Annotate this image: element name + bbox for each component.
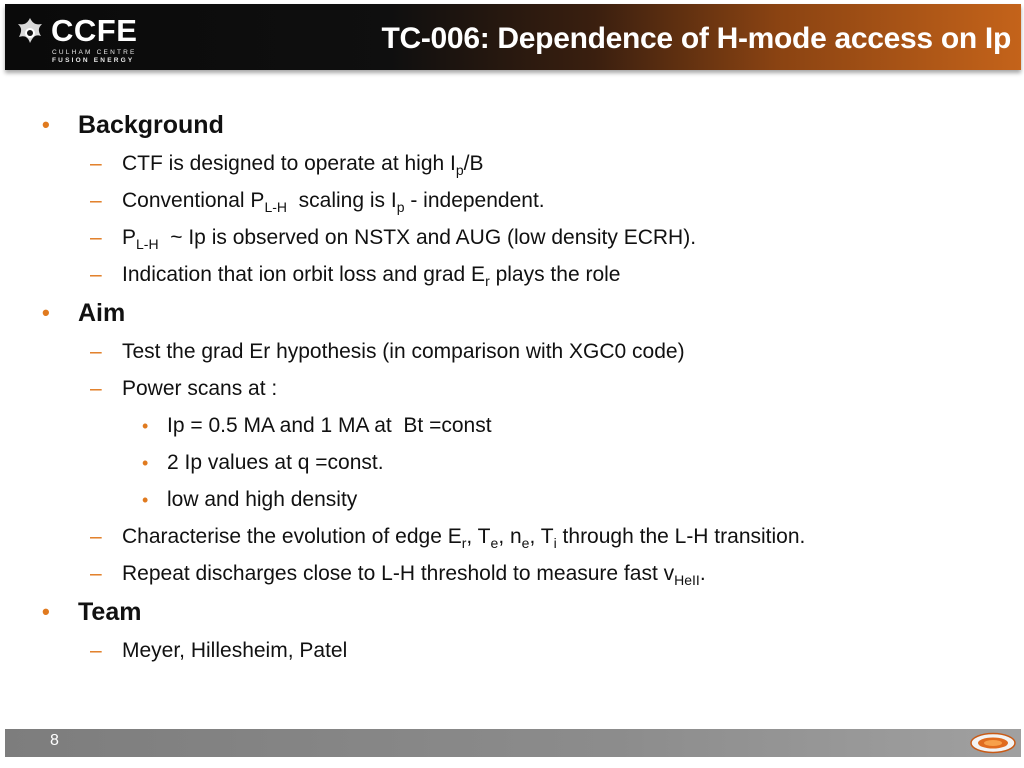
section-heading-background <box>42 111 224 139</box>
item-subscript: i <box>553 535 557 551</box>
list-item <box>90 638 348 664</box>
item-text: Test the grad Er hypothesis (in comparison with XGC0 code) <box>122 340 685 363</box>
dash-bullet-icon: – <box>90 340 102 363</box>
item-text: , n <box>498 525 522 548</box>
footer-bar <box>5 729 1021 757</box>
logo-name: CCFE <box>51 13 138 48</box>
list-item <box>90 376 278 402</box>
ccfe-swirl-icon <box>13 16 47 50</box>
dash-bullet-icon: – <box>90 377 102 400</box>
bullet-dot-icon: • <box>42 300 50 325</box>
list-item <box>90 561 706 588</box>
section-heading-team <box>42 598 142 626</box>
item-text: Characterise the evolution of edge E <box>122 525 462 548</box>
item-text: . <box>699 562 706 585</box>
bullet-dot-icon: • <box>42 112 50 137</box>
item-subscript: r <box>485 273 490 289</box>
header-bar <box>5 4 1021 70</box>
sub-list-item <box>142 413 492 439</box>
bullet-dot-icon: • <box>142 416 149 436</box>
item-subscript: e <box>521 535 530 551</box>
item-text: Meyer, Hillesheim, Patel <box>122 639 348 662</box>
sub-list-item <box>142 487 358 513</box>
item-text: 2 Ip values at q =const. <box>167 451 384 474</box>
item-subscript: L-H <box>136 236 159 252</box>
page-number: 8 <box>50 732 59 749</box>
item-text: scaling is I <box>287 189 397 212</box>
item-text: /B <box>463 152 484 175</box>
item-text: , T <box>529 525 554 548</box>
logo-line-2: FUSION ENERGY <box>52 57 135 64</box>
item-subscript: p <box>396 199 405 215</box>
list-item <box>90 151 484 178</box>
item-text: , T <box>466 525 491 548</box>
item-text: Conventional P <box>122 189 265 212</box>
dash-bullet-icon: – <box>90 226 102 249</box>
list-item <box>90 188 545 215</box>
dash-bullet-icon: – <box>90 562 102 585</box>
item-text: through the L-H transition. <box>556 525 806 548</box>
dash-bullet-icon: – <box>90 263 102 286</box>
ccfe-logo <box>13 13 153 65</box>
sub-list-item <box>142 450 384 476</box>
item-text: Power scans at : <box>122 377 278 400</box>
item-text: ~ Ip is observed on NSTX and AUG (low density ECRH). <box>158 226 697 249</box>
bullet-dot-icon: • <box>42 599 50 624</box>
item-text: - independent. <box>404 189 545 212</box>
item-subscript: r <box>461 535 467 551</box>
list-item <box>90 339 685 365</box>
item-text: Repeat discharges close to L-H threshold to measure fast v <box>122 562 675 585</box>
dash-bullet-icon: – <box>90 189 102 212</box>
item-text: plays the role <box>489 263 621 286</box>
list-item <box>90 225 697 252</box>
item-text: P <box>122 226 137 249</box>
logo-line-1: CULHAM CENTRE <box>52 49 137 56</box>
item-text: Indication that ion orbit loss and grad E <box>122 263 486 286</box>
list-item <box>90 262 621 289</box>
bullet-dot-icon: • <box>142 453 149 473</box>
item-subscript: p <box>455 162 464 178</box>
item-text: Ip = 0.5 MA and 1 MA at Bt =const <box>167 414 492 437</box>
item-subscript: L-H <box>264 199 287 215</box>
section-heading-text: Team <box>78 598 142 626</box>
section-heading-text: Aim <box>78 299 126 327</box>
slide-title: TC-006: Dependence of H-mode access on Ip <box>381 22 1011 55</box>
dash-bullet-icon: – <box>90 152 102 175</box>
oval-logo-icon <box>969 732 1017 754</box>
dash-bullet-icon: – <box>90 525 102 548</box>
item-text: CTF is designed to operate at high I <box>122 152 456 175</box>
item-subscript: e <box>490 535 499 551</box>
list-item <box>90 524 806 551</box>
dash-bullet-icon: – <box>90 639 102 662</box>
bullet-dot-icon: • <box>142 490 149 510</box>
section-heading-aim <box>42 299 126 327</box>
section-heading-text: Background <box>78 111 224 139</box>
item-subscript: HeII <box>674 572 700 588</box>
item-text: low and high density <box>167 488 358 511</box>
